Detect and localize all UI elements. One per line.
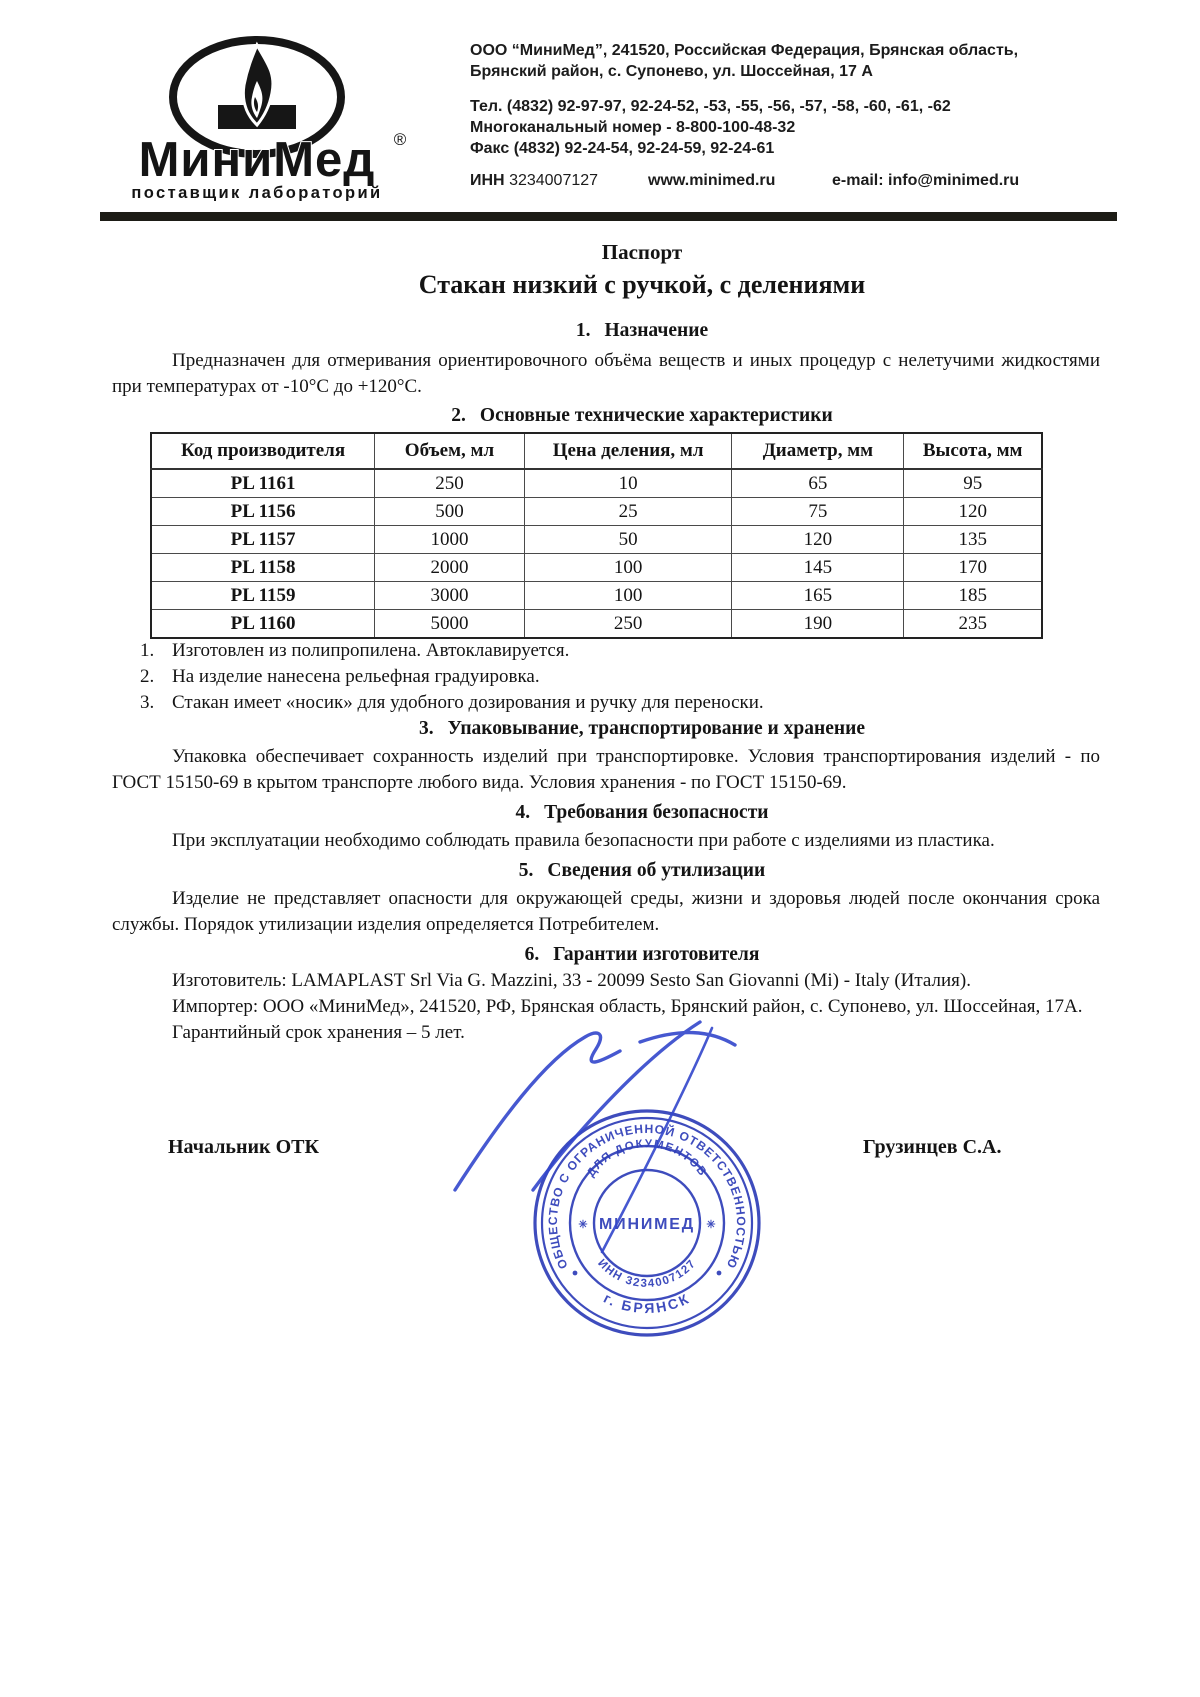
stamp-ring-bottom-textpath: ИНН 3234007127 — [595, 1257, 699, 1291]
note-text: Стакан имеет «носик» для удобного дозирования и ручку для переноски. — [172, 692, 764, 713]
table-cell: 100 — [524, 582, 732, 610]
inn-value: 3234007127 — [509, 172, 599, 189]
table-cell: 75 — [732, 498, 904, 526]
logo-reg-mark: ® — [393, 130, 407, 149]
section2-heading — [112, 405, 1136, 427]
table-cell: 120 — [904, 498, 1042, 526]
section5-heading — [112, 860, 1136, 882]
table-cell: 2000 — [375, 554, 525, 582]
phone-line: Тел. (4832) 92-97-97, 92-24-52, -53, -55, -56, -57, -58, -60, -61, -62 — [470, 98, 951, 115]
section-title: Основные технические характеристики — [479, 405, 833, 426]
section-title: Назначение — [604, 320, 709, 341]
section4-body: При эксплуатации необходимо соблюдать правила безопасности при работе с изделиями из пластика. — [172, 830, 995, 851]
table-cell: 500 — [375, 498, 525, 526]
col-header: Диаметр, мм — [732, 433, 904, 469]
table-cell: 190 — [732, 610, 904, 639]
logo-tagline: поставщик лабораторий — [131, 184, 383, 201]
spec-table — [150, 432, 1043, 639]
table-cell: 65 — [732, 469, 904, 498]
col-header: Объем, мл — [375, 433, 525, 469]
note-text: На изделие нанесена рельефная градуировка. — [172, 666, 540, 687]
logo-brand-text: МиниМед — [138, 133, 376, 187]
stamp-city-text — [601, 1290, 693, 1316]
table-cell: PL 1159 — [151, 582, 375, 610]
table-cell: 100 — [524, 554, 732, 582]
section-title: Требования безопасности — [544, 802, 769, 823]
section3-heading — [112, 718, 1136, 740]
col-header: Цена деления, мл — [524, 433, 732, 469]
table-cell: 1000 — [375, 526, 525, 554]
table-cell: PL 1158 — [151, 554, 375, 582]
col-header: Код производителя — [151, 433, 375, 469]
signer-position-label: Начальник ОТК — [168, 1136, 319, 1158]
stamp-dot-left-icon — [573, 1271, 578, 1276]
header-divider — [100, 212, 1117, 221]
table-cell: 25 — [524, 498, 732, 526]
table-cell: 145 — [732, 554, 904, 582]
section-title: Упаковывание, транспортирование и хранение — [447, 718, 866, 739]
importer-line: Импортер: ООО «МиниМед», 241520, РФ, Брянская область, Брянский район, с. Супонево, ул. Шоссейная, 17А. — [172, 996, 1083, 1017]
inn-label: ИНН — [470, 172, 505, 189]
website-link[interactable]: www.minimed.ru — [648, 172, 776, 189]
table-cell: 235 — [904, 610, 1042, 639]
table-cell: PL 1161 — [151, 469, 375, 498]
company-phones-block — [470, 96, 1090, 159]
address-line: Брянский район, с. Супонево, ул. Шоссейная, 17 А — [470, 63, 873, 80]
manufacturer-line: Изготовитель: LAMAPLAST Srl Via G. Mazzini, 33 - 20099 Sesto San Giovanni (Mi) - Italy (Италия). — [172, 970, 971, 991]
warranty-line: Гарантийный срок хранения – 5 лет. — [172, 1022, 465, 1043]
section-number: 4. — [515, 802, 531, 823]
stamp-outer-textpath: ОБЩЕСТВО С ОГРАНИЧЕННОЙ ОТВЕТСТВЕННОСТЬЮ — [545, 1121, 749, 1272]
note-text: Изготовлен из полипропилена. Автоклавируется. — [172, 640, 570, 661]
stamp-city-textpath: г. БРЯНСК — [601, 1289, 693, 1317]
stamp-center-text: МИНИМЕД — [599, 1216, 695, 1233]
minimed-logo — [105, 33, 420, 201]
inn-row — [470, 172, 1110, 194]
table-cell: 250 — [524, 610, 732, 639]
stamp-star-right-icon: ✳ — [706, 1219, 716, 1231]
stamp-star-left-icon: ✳ — [578, 1219, 588, 1231]
section1-body: Предназначен для отмеривания ориентировочного объёма веществ и иных процедур с нелетучими жидкостями при температурах от -10°С до +120°С. — [112, 350, 1100, 397]
table-cell: 185 — [904, 582, 1042, 610]
table-row — [151, 610, 1042, 639]
table-cell: PL 1157 — [151, 526, 375, 554]
table-cell: 170 — [904, 554, 1042, 582]
table-cell: 50 — [524, 526, 732, 554]
table-header-row — [151, 433, 1042, 469]
table-cell: 120 — [732, 526, 904, 554]
table-row — [151, 582, 1042, 610]
table-row — [151, 554, 1042, 582]
note-number: 1. — [140, 640, 155, 661]
section-number: 5. — [518, 860, 534, 881]
section-number: 6. — [524, 944, 540, 965]
table-cell: PL 1156 — [151, 498, 375, 526]
section-number: 3. — [418, 718, 434, 739]
note-number: 3. — [140, 692, 155, 713]
section-title: Гарантии изготовителя — [553, 944, 760, 965]
section-number: 1. — [575, 320, 591, 341]
table-row — [151, 469, 1042, 498]
phone-line: Факс (4832) 92-24-54, 92-24-59, 92-24-61 — [470, 140, 775, 157]
section6-heading — [112, 944, 1136, 966]
section1-heading — [112, 320, 1136, 342]
table-row — [151, 498, 1042, 526]
stamp-dot-right-icon — [717, 1271, 722, 1276]
address-line: ООО “МиниМед”, 241520, Российская Федерация, Брянская область, — [470, 42, 1019, 59]
email-link[interactable]: e-mail: info@minimed.ru — [832, 172, 1020, 189]
table-cell: 135 — [904, 526, 1042, 554]
section-title: Сведения об утилизации — [547, 860, 766, 881]
stamp-ring-top-textpath: ДЛЯ ДОКУМЕНТОВ — [585, 1138, 709, 1180]
table-cell: 3000 — [375, 582, 525, 610]
section5-body: Изделие не представляет опасности для окружающей среды, жизни и здоровья людей после окончания срока службы. Порядок утилизации изделия определяется Потребителем. — [112, 888, 1100, 935]
table-cell: 250 — [375, 469, 525, 498]
section-number: 2. — [451, 405, 466, 426]
note-number: 2. — [140, 666, 155, 687]
company-address-block — [470, 40, 1070, 82]
col-header: Высота, мм — [904, 433, 1042, 469]
table-cell: 10 — [524, 469, 732, 498]
phone-line: Многоканальный номер - 8-800-100-48-32 — [470, 119, 796, 136]
section4-heading — [112, 802, 1136, 824]
doc-type-title: Паспорт — [601, 240, 683, 264]
section3-body: Упаковка обеспечивает сохранность изделий при транспортировке. Условия транспортирования изделий - по ГОСТ 15150-69 в крытом транспорте любого вида. Условия хранения - по ГОСТ 15150-69. — [112, 746, 1100, 793]
signer-name-label: Грузинцев С.А. — [863, 1136, 1002, 1158]
table-cell: 95 — [904, 469, 1042, 498]
table-row — [151, 526, 1042, 554]
table-cell: 5000 — [375, 610, 525, 639]
table-cell: PL 1160 — [151, 610, 375, 639]
product-title: Стакан низкий с ручкой, с делениями — [418, 270, 866, 299]
company-stamp — [440, 1005, 800, 1345]
table-cell: 165 — [732, 582, 904, 610]
